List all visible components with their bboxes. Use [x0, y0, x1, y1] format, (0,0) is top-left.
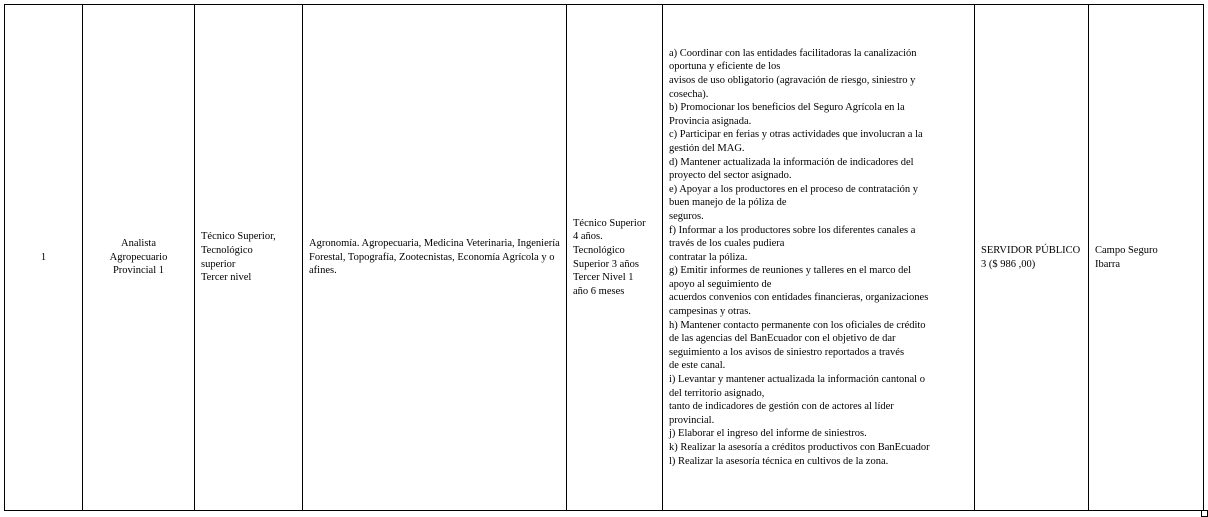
- activity-line: f) Informar a los productores sobre los diferentes canales a: [669, 224, 916, 236]
- table-row: [5, 5, 1204, 511]
- activity-line: buen manejo de la póliza de: [669, 197, 787, 209]
- activity-line: través de los cuales pudiera: [669, 238, 785, 250]
- activity-line: apoyo al seguimiento de: [669, 278, 772, 290]
- position-title-line: Agropecuario: [109, 251, 168, 263]
- experience-line: Tecnológico: [573, 244, 625, 256]
- experience-line: Superior 3 años: [573, 258, 639, 270]
- education-line: Tecnológico: [201, 244, 253, 256]
- workplace-cell: [1089, 5, 1204, 511]
- experience-line: año 6 meses: [573, 285, 625, 297]
- activity-line: g) Emitir informes de reuniones y talleres en el marco del: [669, 265, 911, 277]
- activity-line: tanto de indicadores de gestión con de actores al líder: [669, 401, 894, 413]
- table-resize-handle[interactable]: [1201, 510, 1208, 517]
- position-title-line: Analista: [121, 238, 156, 250]
- activity-line: gestión del MAG.: [669, 142, 745, 154]
- activity-line: seguros.: [669, 210, 704, 222]
- education-line: Tercer nivel: [201, 272, 252, 284]
- position-table: [4, 4, 1204, 511]
- experience-cell: [567, 5, 663, 511]
- activity-line: j) Elaborar el ingreso del informe de siniestros.: [669, 428, 867, 440]
- activity-line: del territorio asignado,: [669, 387, 765, 399]
- activity-line: acuerdos convenios con entidades financieras, organizaciones: [669, 292, 929, 304]
- activity-line: provincial.: [669, 414, 715, 426]
- activity-line: i) Levantar y mantener actualizada la información cantonal o: [669, 374, 925, 386]
- education-cell: [195, 5, 303, 511]
- activity-line: de las agencias del BanEcuador con el objetivo de dar: [669, 333, 896, 345]
- activity-line: seguimiento a los avisos de siniestro reportados a través: [669, 346, 905, 358]
- experience-line: Tercer Nivel 1: [573, 272, 634, 284]
- knowledge-area-cell: [303, 5, 567, 511]
- activities-cell: [663, 5, 975, 511]
- activity-line: campesinas y otras.: [669, 306, 751, 318]
- knowledge-area-text: Agronomía. Agropecuaria, Medicina Veterinaria, Ingeniería Forestal, Topografía, Zootecnistas, Economía Agrícola y o afines.: [309, 238, 560, 277]
- activity-line: b) Promocionar los beneficios del Seguro Agrícola en la: [669, 102, 905, 114]
- position-title-line: Provincial 1: [112, 265, 165, 277]
- row-number: 1: [40, 251, 47, 263]
- workplace-line: Campo Seguro: [1095, 244, 1158, 256]
- activity-line: cosecha).: [669, 88, 709, 100]
- education-line: Técnico Superior,: [201, 231, 276, 243]
- activity-line: avisos de uso obligatorio (agravación de riesgo, siniestro y: [669, 74, 916, 86]
- activity-line: oportuna y eficiente de los: [669, 61, 781, 73]
- activity-line: c) Participar en ferias y otras actividades que involucran a la: [669, 129, 923, 141]
- activity-line: l) Realizar la asesoría técnica en cultivos de la zona.: [669, 455, 889, 467]
- activity-line: proyecto del sector asignado.: [669, 170, 792, 182]
- activity-line: a) Coordinar con las entidades facilitadoras la canalización: [669, 47, 917, 59]
- activity-line: k) Realizar la asesoría a créditos productivos con BanEcuador: [669, 442, 930, 454]
- occupational-group-cell: [975, 5, 1089, 511]
- workplace-line: Ibarra: [1095, 258, 1121, 270]
- activity-line: de este canal.: [669, 360, 726, 372]
- activity-line: Provincia asignada.: [669, 115, 752, 127]
- activity-line: e) Apoyar a los productores en el proceso de contratación y: [669, 183, 918, 195]
- education-line: superior: [201, 258, 236, 270]
- activity-line: d) Mantener actualizada la información de indicadores del: [669, 156, 914, 168]
- occupational-group-text: SERVIDOR PÚBLICO 3 ($ 986 ,00): [981, 244, 1081, 270]
- position-title-cell: [83, 5, 195, 511]
- activity-line: contratar la póliza.: [669, 251, 748, 263]
- row-number-cell: [5, 5, 83, 511]
- experience-line: 4 años.: [573, 231, 603, 243]
- experience-line: Técnico Superior: [573, 217, 646, 229]
- activity-line: h) Mantener contacto permanente con los oficiales de crédito: [669, 319, 926, 331]
